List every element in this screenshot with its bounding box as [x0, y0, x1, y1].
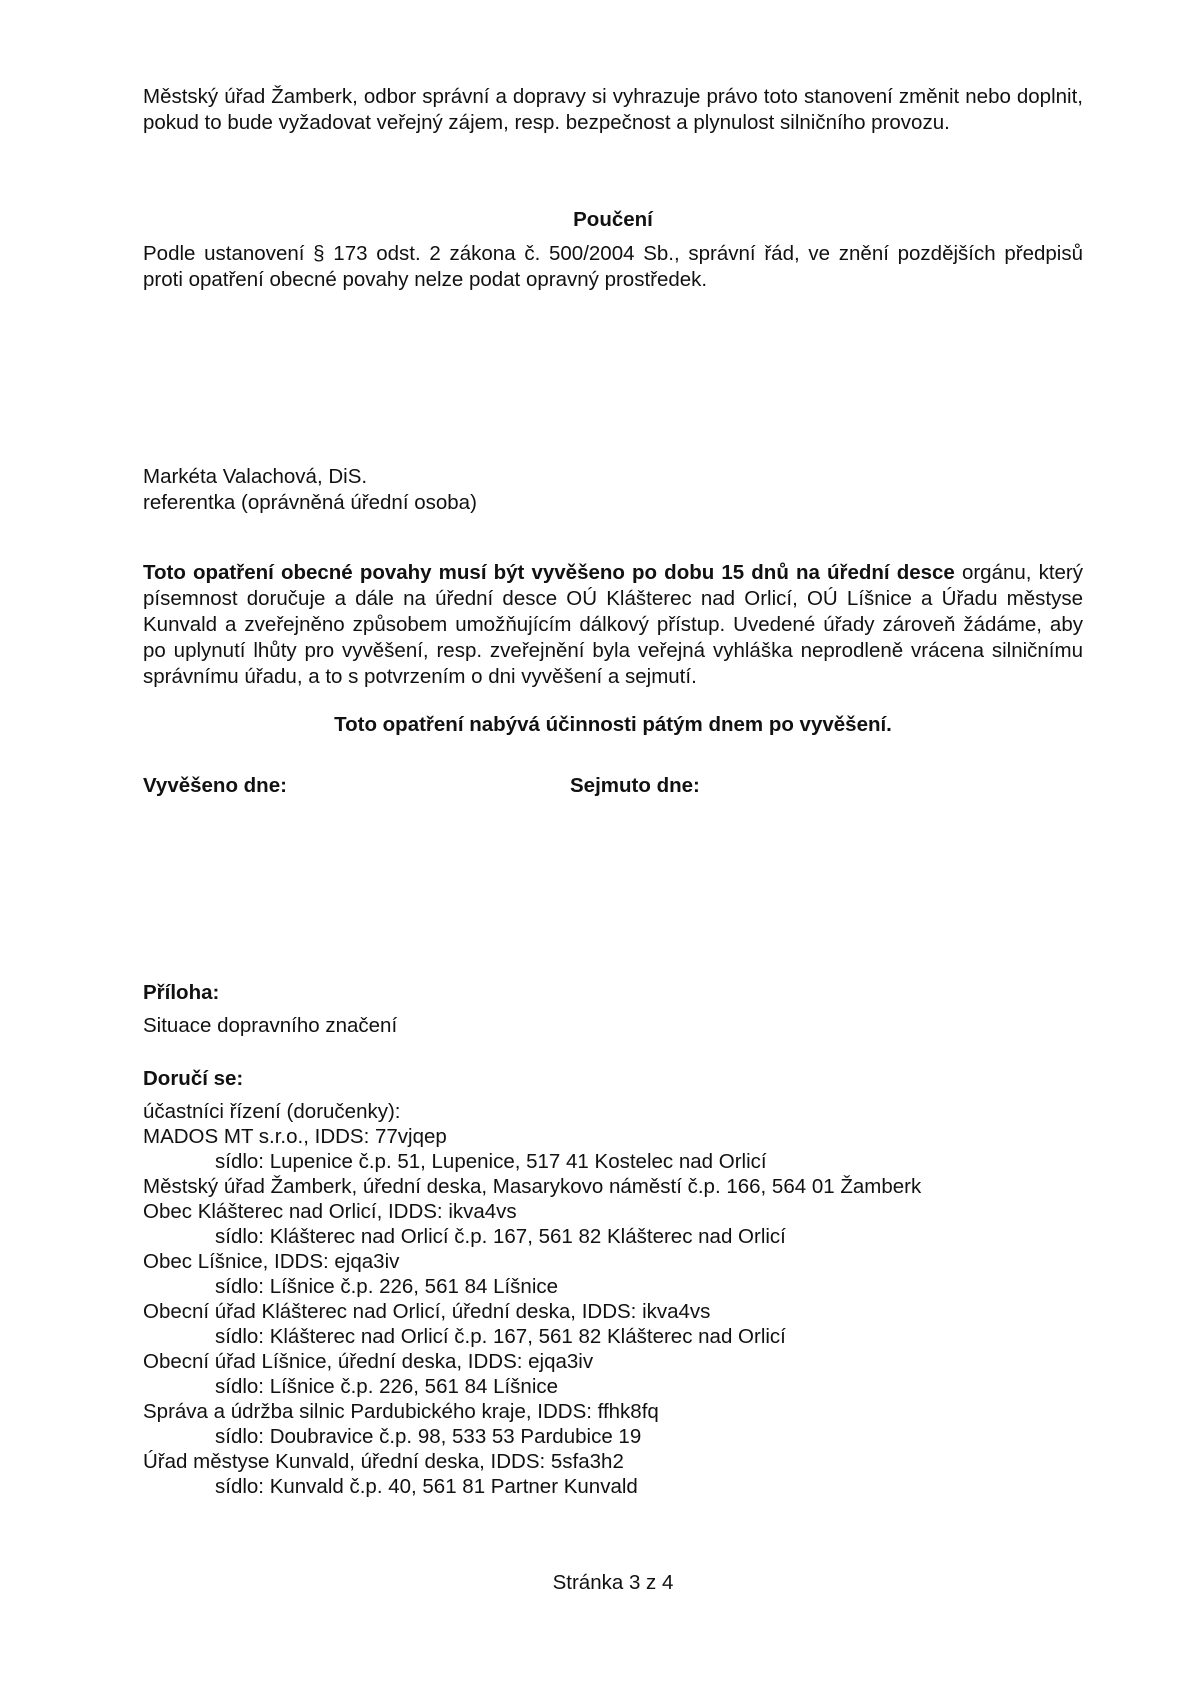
delivery-address-line: sídlo: Líšnice č.p. 226, 561 84 Líšnice	[215, 1375, 559, 1398]
attachment-item: Situace dopravního značení	[143, 1014, 398, 1037]
posting-notice-rest: orgánu, který písemnost doručuje a dále na úřední desce OÚ Klášterec nad Orlicí, OÚ Líšnice a Úřadu městyse Kunvald a zveřejněno způsobem umožňujícím dálkový přístup. Uvedené úřady zároveň žádáme, aby po uplynutí lhůty pro vyvěšení, resp. zveřejnění byla veřejná vyhláška neprodleně vrácena silničnímu správnímu úřadu, a to s potvrzením o dni vyvěšení a sejmutí.	[143, 561, 1083, 688]
delivery-section	[143, 1066, 1083, 1499]
signature-role: referentka (oprávněná úřední osoba)	[143, 491, 477, 514]
signature-block	[143, 464, 1083, 516]
attachment-heading: Příloha:	[143, 981, 220, 1004]
attachment-section	[143, 980, 1083, 1039]
delivery-heading: Doručí se:	[143, 1067, 244, 1090]
delivery-recipient-line: Městský úřad Žamberk, úřední deska, Masarykovo náměstí č.p. 166, 564 01 Žamberk	[143, 1175, 922, 1198]
delivery-address-line: sídlo: Doubravice č.p. 98, 533 53 Pardubice 19	[215, 1425, 642, 1448]
delivery-recipient-line: MADOS MT s.r.o., IDDS: 77vjqep	[143, 1125, 447, 1148]
delivery-address-line: sídlo: Lupenice č.p. 51, Lupenice, 517 41 Kostelec nad Orlicí	[215, 1150, 767, 1173]
posting-dates	[143, 773, 1083, 799]
delivery-address-line: sídlo: Klášterec nad Orlicí č.p. 167, 561 82 Klášterec nad Orlicí	[215, 1225, 786, 1248]
delivery-recipient-line: Úřad městyse Kunvald, úřední deska, IDDS: 5sfa3h2	[143, 1450, 624, 1473]
delivery-recipient-line: účastníci řízení (doručenky):	[143, 1100, 401, 1123]
delivery-address-line: sídlo: Líšnice č.p. 226, 561 84 Líšnice	[215, 1275, 559, 1298]
intro-paragraph: Městský úřad Žamberk, odbor správní a dopravy si vyhrazuje právo toto stanovení změnit nebo doplnit, pokud to bude vyžadovat veřejný zájem, resp. bezpečnost a plynulost silničního provozu.	[143, 85, 1083, 134]
delivery-list	[143, 1099, 1083, 1499]
delivery-address-line: sídlo: Klášterec nad Orlicí č.p. 167, 561 82 Klášterec nad Orlicí	[215, 1325, 786, 1348]
delivery-recipient-line: Obecní úřad Líšnice, úřední deska, IDDS: ejqa3iv	[143, 1350, 594, 1373]
delivery-recipient-line: Správa a údržba silnic Pardubického kraje, IDDS: ffhk8fq	[143, 1400, 659, 1423]
page-number: Stránka 3 z 4	[552, 1571, 674, 1594]
pouceni-paragraph: Podle ustanovení § 173 odst. 2 zákona č. 500/2004 Sb., správní řád, ve znění pozdějších předpisů proti opatření obecné povahy nelze podat opravný prostředek.	[143, 242, 1083, 291]
effective-statement: Toto opatření nabývá účinnosti pátým dnem po vyvěšení.	[334, 713, 892, 736]
delivery-address-line: sídlo: Kunvald č.p. 40, 561 81 Partner Kunvald	[215, 1475, 638, 1498]
delivery-recipient-line: Obec Líšnice, IDDS: ejqa3iv	[143, 1250, 400, 1273]
posting-notice-bold: Toto opatření obecné povahy musí být vyvěšeno po dobu 15 dnů na úřední desce	[143, 561, 955, 584]
removed-date-label: Sejmuto dne:	[570, 774, 700, 797]
posting-notice	[143, 560, 1083, 690]
signature-name: Markéta Valachová, DiS.	[143, 465, 368, 488]
document-page	[143, 0, 1083, 1684]
delivery-recipient-line: Obecní úřad Klášterec nad Orlicí, úřední deska, IDDS: ikva4vs	[143, 1300, 711, 1323]
delivery-recipient-line: Obec Klášterec nad Orlicí, IDDS: ikva4vs	[143, 1200, 517, 1223]
pouceni-heading: Poučení	[573, 208, 653, 231]
posted-date-label: Vyvěšeno dne:	[143, 774, 287, 797]
